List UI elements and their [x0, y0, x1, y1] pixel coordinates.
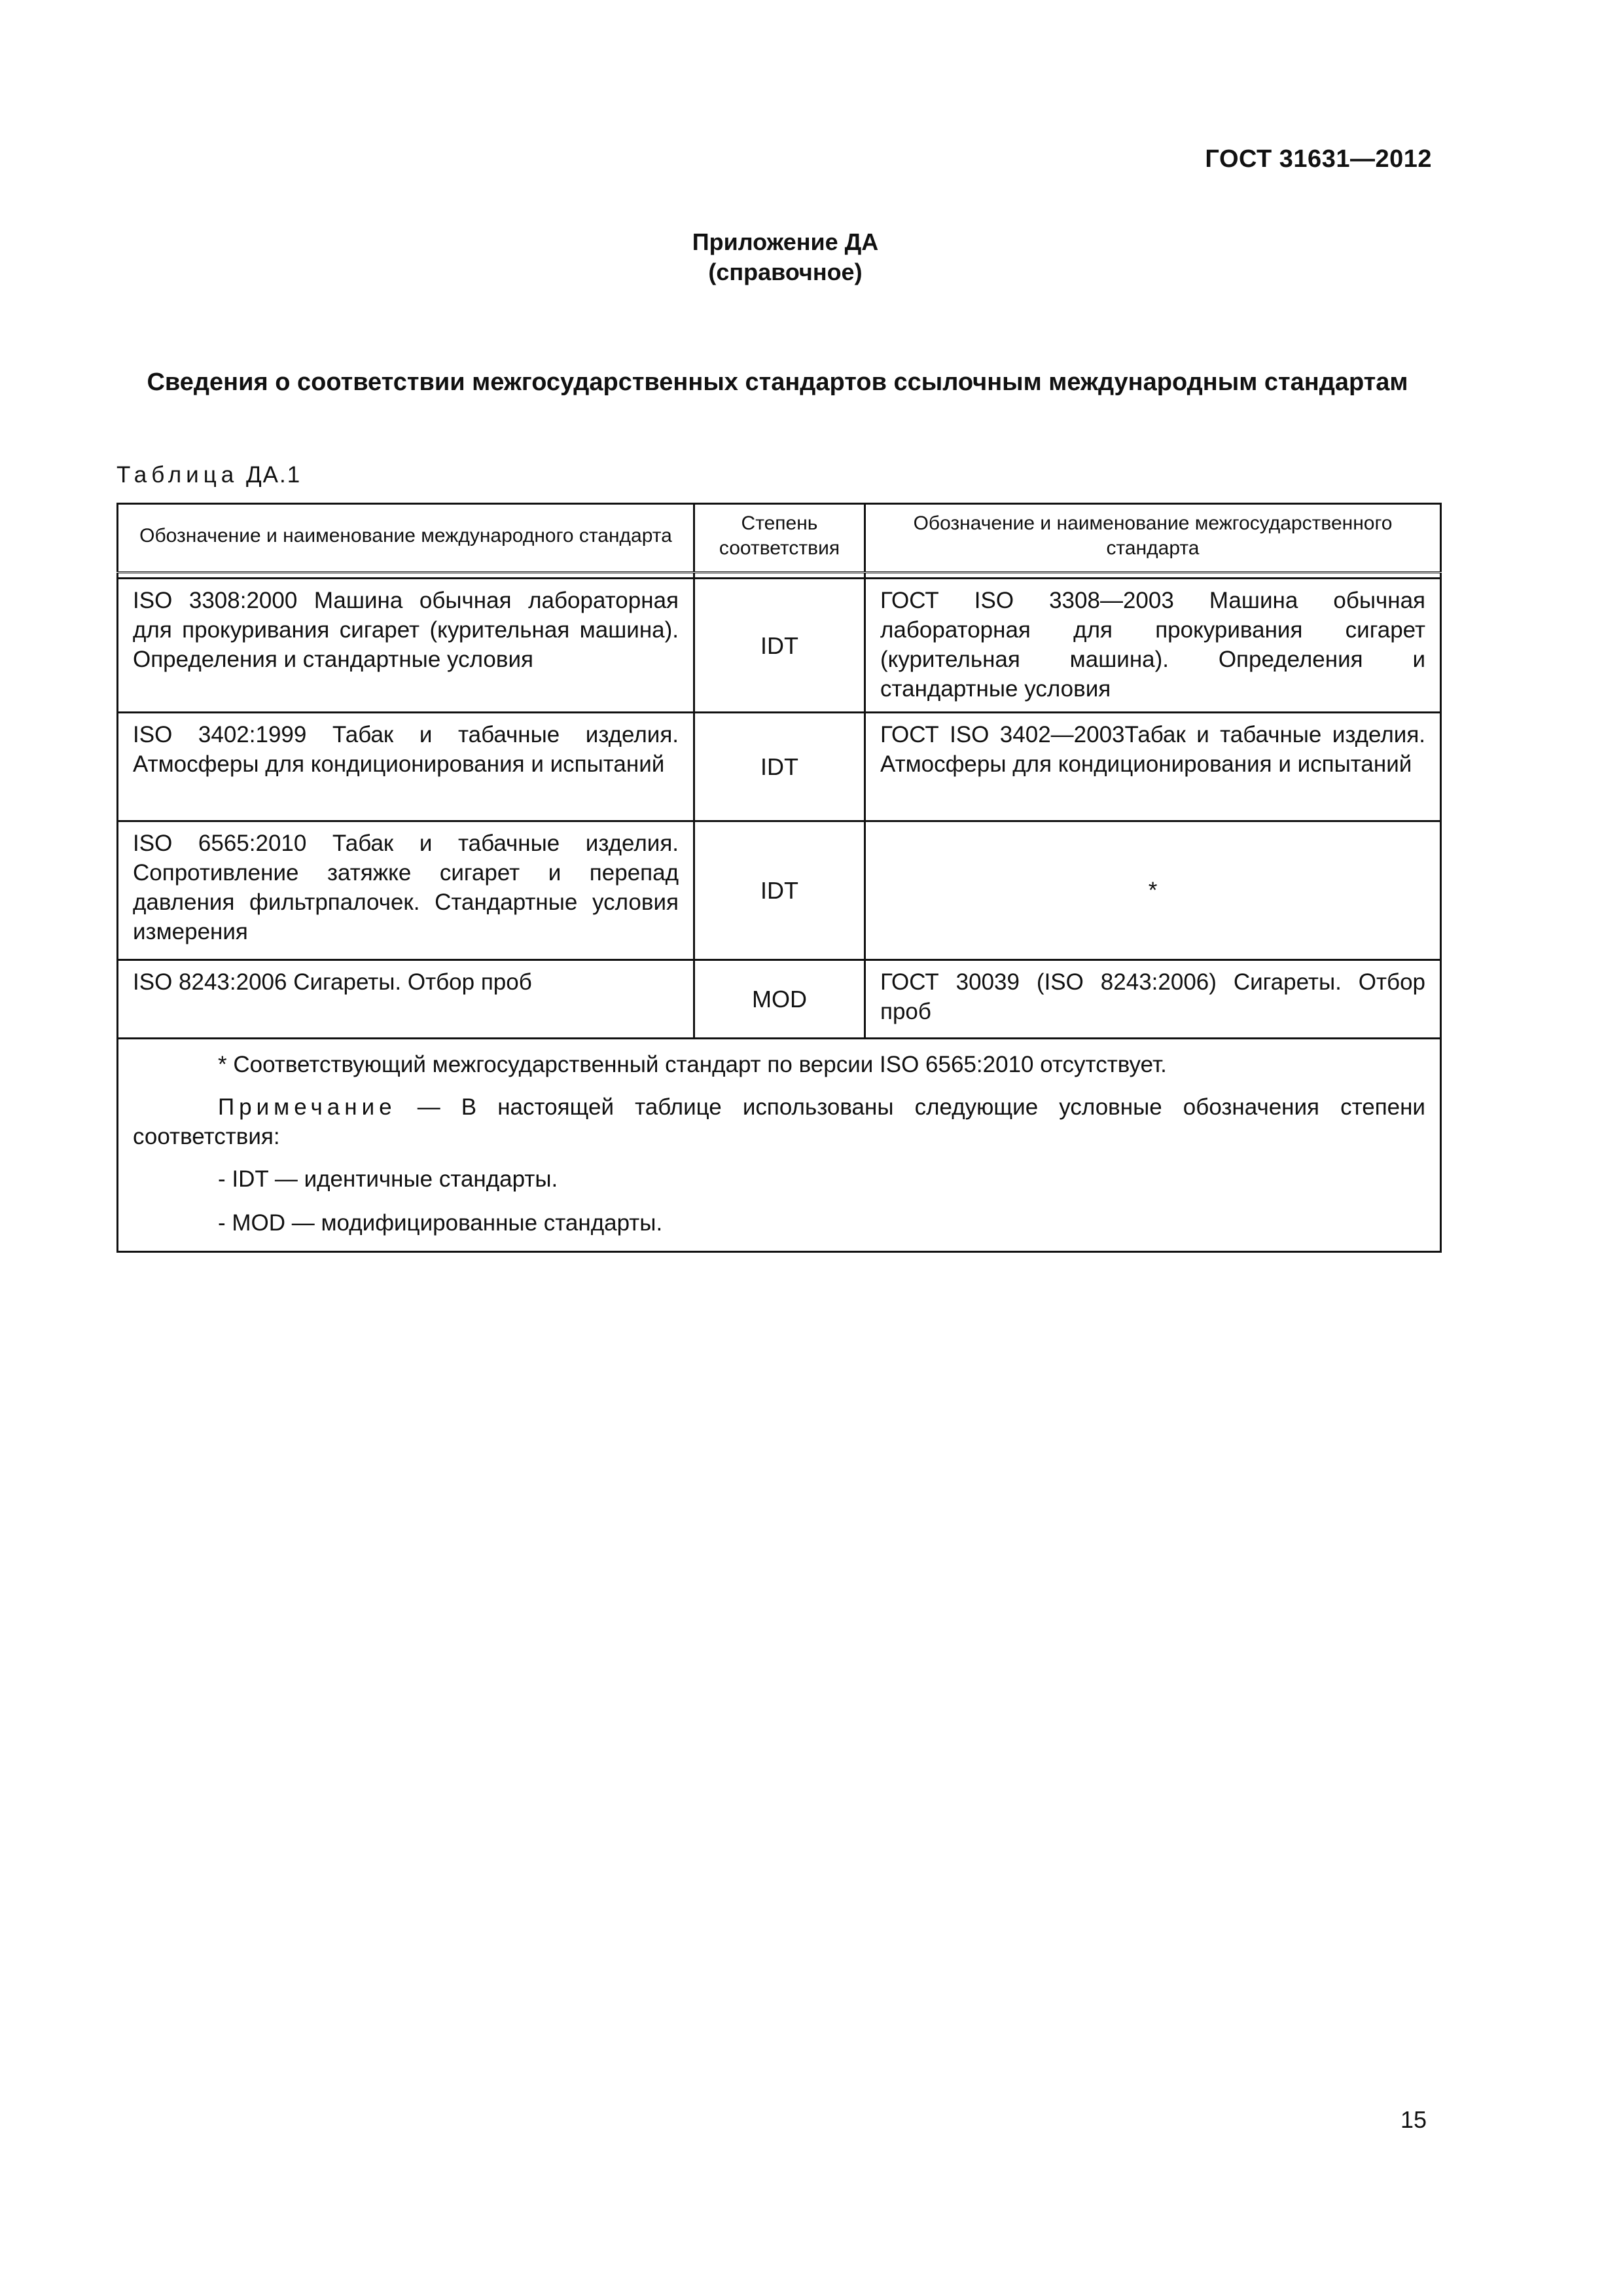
table-header-row — [118, 504, 1441, 573]
table-notes — [118, 1039, 1441, 1252]
cell-international-standard: ISO 3308:2000 Машина обычная лабораторная для прокуривания сигарет (курительная машина). Определения и стандартные условия — [118, 579, 694, 713]
table-note — [133, 1092, 1425, 1151]
correspondence-table — [116, 503, 1442, 1253]
header-interstate-standard: Обозначение и наименование межгосударственного стандарта — [865, 504, 1441, 573]
table-footnote: * Соответствующий межгосударственный стандарт по версии ISO 6565:2010 отсутствует. — [218, 1052, 1167, 1077]
page-number: 15 — [1400, 2106, 1427, 2133]
table-row — [118, 579, 1441, 713]
cell-degree: IDT — [694, 713, 865, 821]
cell-interstate-standard: * — [865, 821, 1441, 960]
table-notes-row — [118, 1039, 1441, 1252]
cell-degree: MOD — [694, 960, 865, 1039]
header-gap — [118, 573, 1441, 579]
cell-international-standard: ISO 3402:1999 Табак и табачные изделия. Атмосферы для кондиционирования и испытаний — [118, 713, 694, 821]
table-row — [118, 713, 1441, 821]
annex-title: Приложение ДА — [692, 228, 879, 255]
note-text: — В настоящей таблице использованы следующие условные обозначения степени соответствия: — [133, 1094, 1425, 1149]
table-caption — [116, 462, 301, 488]
legend-item-mod: - MOD — модифицированные стандарты. — [218, 1210, 663, 1236]
legend-item-idt: - IDT — идентичные стандарты. — [218, 1166, 558, 1192]
cell-degree: IDT — [694, 821, 865, 960]
table-caption-prefix: Таблица — [116, 462, 239, 488]
cell-international-standard: ISO 8243:2006 Сигареты. Отбор проб — [118, 960, 694, 1039]
table-caption-number: ДА.1 — [245, 462, 302, 488]
cell-interstate-standard: ГОСТ ISO 3308—2003 Машина обычная лабораторная для прокуривания сигарет (курительная машина). Определения и стандартные условия — [865, 579, 1441, 713]
header-international-standard: Обозначение и наименование международного стандарта — [118, 504, 694, 573]
cell-international-standard: ISO 6565:2010 Табак и табачные изделия. Сопротивление затяжке сигарет и перепад давления фильтрпалочек. Стандартные условия измерения — [118, 821, 694, 960]
header-degree-of-correspondence: Степень соответствия — [694, 504, 865, 573]
annex-type: (справочное) — [708, 259, 863, 285]
annex-heading — [0, 227, 1571, 287]
section-title: Сведения о соответствии межгосударственных стандартов ссылочным международным стандартам — [147, 368, 1408, 396]
table-row — [118, 821, 1441, 960]
table-row — [118, 960, 1441, 1039]
cell-degree: IDT — [694, 579, 865, 713]
document-code: ГОСТ 31631—2012 — [1205, 145, 1432, 173]
cell-interstate-standard: ГОСТ ISO 3402—2003Табак и табачные изделия. Атмосферы для кондиционирования и испытаний — [865, 713, 1441, 821]
note-label: Примечание — [218, 1094, 397, 1120]
cell-interstate-standard: ГОСТ 30039 (ISO 8243:2006) Сигареты. Отбор проб — [865, 960, 1441, 1039]
